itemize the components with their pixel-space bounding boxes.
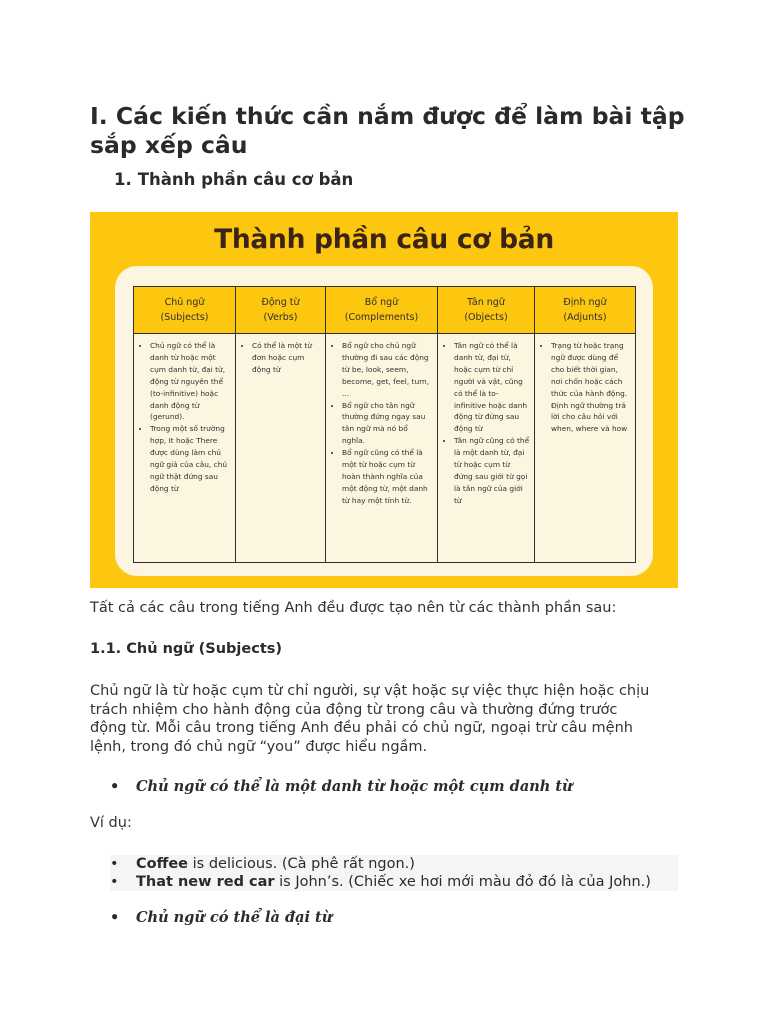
list-item: • Bổ ngữ cho chủ ngữ thường đi sau các động từ be, look, seem, become, get, feel, turn, ... xyxy=(342,340,433,400)
list-item: • Chủ ngữ có thể là danh từ hoặc một cụm danh từ, đại từ, động từ nguyên thể (to-infinitive) hoặc danh động từ (gerund). xyxy=(150,340,231,423)
section-heading xyxy=(114,170,353,189)
paragraph-line: lệnh, trong đó chủ ngữ “you” được hiểu ngầm. xyxy=(90,738,428,755)
bullet-dot-icon: • xyxy=(110,778,120,795)
paragraph-line: Chủ ngữ là từ hoặc cụm từ chỉ người, sự vật hoặc sự việc thực hiện hoặc chịu xyxy=(90,683,650,699)
subjects-paragraph xyxy=(90,682,649,756)
bullet-dot-icon: • xyxy=(110,856,119,872)
list-item xyxy=(110,855,678,873)
intro-paragraph: Tất cả các câu trong tiếng Anh đều được tạo nên từ các thành phần sau: xyxy=(90,600,617,616)
cell-complements xyxy=(326,334,438,563)
example-rest: is John’s. (Chiếc xe hơi mới màu đỏ đó là của John.) xyxy=(274,874,651,890)
sentence-components-infographic xyxy=(90,212,678,588)
list-item: • Trạng từ hoặc trạng ngữ được dùng để cho biết thời gian, nơi chốn hoặc cách thức của hành động. Định ngữ thường trả lời cho câu hỏi với when, where và how xyxy=(551,340,631,435)
bullet-dot-icon: • xyxy=(110,874,119,890)
components-table xyxy=(133,286,636,563)
example-subject: Coffee xyxy=(136,856,189,872)
bullet-text: Chủ ngữ có thể là một danh từ hoặc một cụm danh từ xyxy=(136,778,573,795)
paragraph-line: trách nhiệm cho hành động của động từ trong câu và thường đứng trước xyxy=(90,701,618,718)
bullet-text: Chủ ngữ có thể là đại từ xyxy=(136,909,333,926)
main-heading: I. Các kiến thức cần nắm được để làm bài tập sắp xếp câu xyxy=(90,102,685,159)
cell-verbs xyxy=(236,334,326,563)
paragraph-line: động từ. Mỗi câu trong tiếng Anh đều phải có chủ ngữ, ngoại trừ câu mệnh xyxy=(90,720,633,736)
list-item: • Trong một số trường hợp, It hoặc There được dùng làm chủ ngữ giả của câu, chủ ngữ thật đứng sau động từ xyxy=(150,423,231,494)
table-row xyxy=(134,334,636,563)
header-adjuncts: Định ngữ (Adjunts) xyxy=(535,287,636,334)
example-list xyxy=(110,855,678,891)
cell-adjuncts xyxy=(535,334,636,563)
bullet-noun-subject xyxy=(110,778,573,796)
cell-subjects xyxy=(134,334,236,563)
example-subject: That new red car xyxy=(136,874,275,890)
list-item: • Có thể là một từ đơn hoặc cụm động từ xyxy=(252,340,321,376)
bullet-dot-icon: • xyxy=(110,909,120,926)
header-verbs: Động từ (Verbs) xyxy=(236,287,326,334)
list-item: • Tân ngữ có thể là danh từ, đại từ, hoặc cụm từ chỉ người và vật, cũng có thể là to-infinitive hoặc danh động từ đứng sau động từ xyxy=(454,340,530,435)
header-complements: Bổ ngữ (Complements) xyxy=(326,287,438,334)
bullet-pronoun-subject xyxy=(110,909,332,927)
section-title: Thành phần câu cơ bản xyxy=(137,170,354,189)
example-label: Ví dụ: xyxy=(90,815,132,831)
table-header-row xyxy=(134,287,636,334)
infographic-title: Thành phần câu cơ bản xyxy=(214,224,554,255)
infographic-panel xyxy=(115,266,653,576)
list-item xyxy=(110,873,678,891)
section-number: 1. xyxy=(114,170,132,189)
header-objects: Tân ngữ (Objects) xyxy=(438,287,535,334)
cell-objects xyxy=(438,334,535,563)
list-item: • Tân ngữ cũng có thể là một danh từ, đại từ hoặc cụm từ đứng sau giới từ gọi là tân ngữ của giới từ xyxy=(454,435,530,506)
list-item: • Bổ ngữ cho tân ngữ thường đứng ngay sau tân ngữ mà nó bổ nghĩa. xyxy=(342,400,433,448)
example-rest: is delicious. (Cà phê rất ngon.) xyxy=(188,856,415,872)
header-subjects: Chủ ngữ (Subjects) xyxy=(134,287,236,334)
subsection-heading: 1.1. Chủ ngữ (Subjects) xyxy=(90,641,283,657)
list-item: • Bổ ngữ cũng có thể là một từ hoặc cụm từ hoàn thành nghĩa của một động từ, một danh từ hay một tính từ. xyxy=(342,447,433,507)
